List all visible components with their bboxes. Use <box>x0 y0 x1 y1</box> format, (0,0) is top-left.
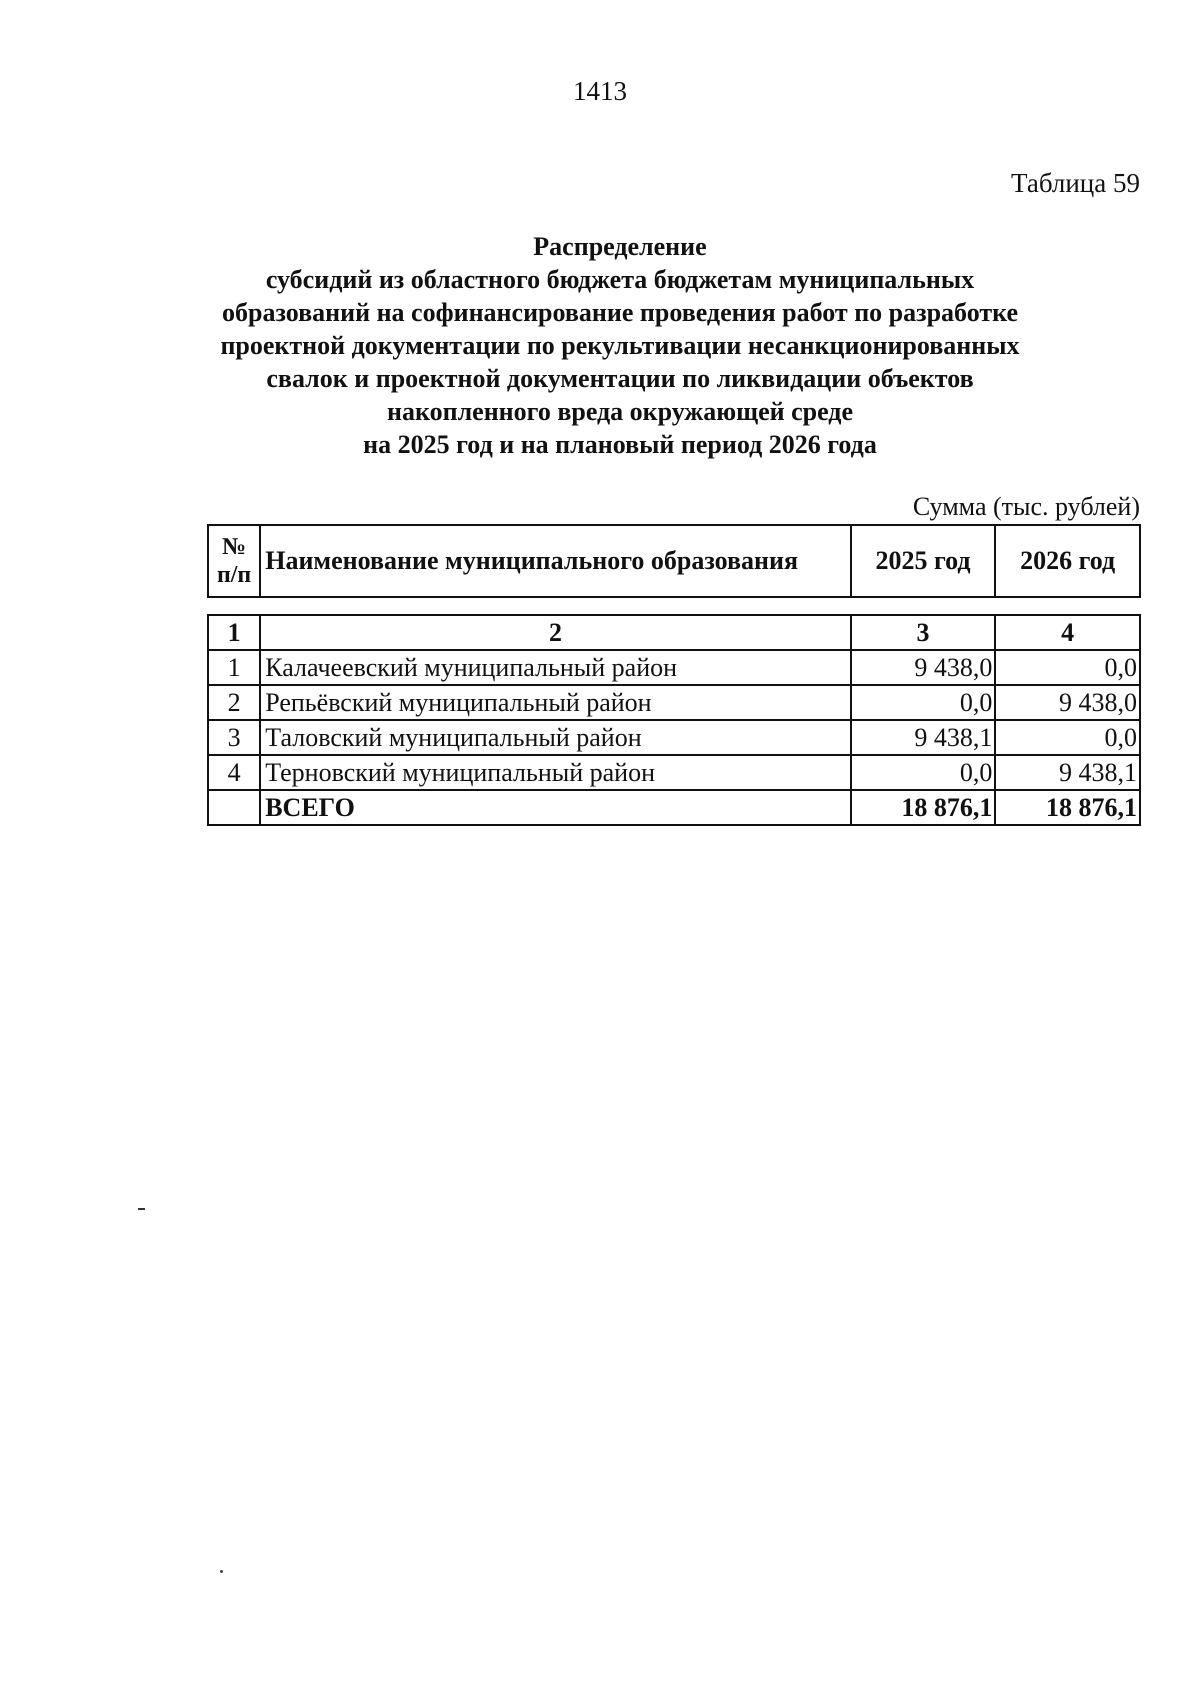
title-line: субсидий из областного бюджета бюджетам муниципальных <box>265 265 975 294</box>
row-value-2025: 9 438,0 <box>851 650 996 685</box>
header-2025: 2025 год <box>851 525 996 597</box>
column-index: 1 <box>208 615 260 650</box>
row-name: Таловский муниципальный район <box>260 720 851 755</box>
table-row <box>208 650 1140 685</box>
header-2026: 2026 год <box>995 525 1140 597</box>
row-value-2026: 9 438,0 <box>995 685 1140 720</box>
title-line: Распределение <box>533 232 707 261</box>
data-table <box>207 614 1141 826</box>
page-number: 1413 <box>573 76 627 106</box>
table-row <box>208 685 1140 720</box>
title-line: образований на софинансирование проведения работ по разработке <box>221 298 1019 327</box>
title-line: накопленного вреда окружающей среде <box>386 397 854 426</box>
row-number: 1 <box>208 650 260 685</box>
row-value-2026: 9 438,1 <box>995 755 1140 790</box>
column-index: 3 <box>851 615 996 650</box>
title-line: на 2025 год и на плановый период 2026 года <box>363 430 877 459</box>
header-number-abbrev: п/п <box>216 562 252 588</box>
row-value-2025: 0,0 <box>851 755 996 790</box>
total-number-empty <box>208 790 260 825</box>
row-number: 2 <box>208 685 260 720</box>
document-title <box>170 230 1070 461</box>
title-line: свалок и проектной документации по ликвидации объектов <box>266 364 974 393</box>
row-value-2026: 0,0 <box>995 720 1140 755</box>
total-label: ВСЕГО <box>260 790 851 825</box>
header-row <box>208 525 1140 597</box>
scan-mark <box>220 1570 223 1573</box>
scan-mark <box>138 1208 145 1210</box>
column-index: 2 <box>260 615 851 650</box>
total-value-2025: 18 876,1 <box>851 790 996 825</box>
total-value-2026: 18 876,1 <box>995 790 1140 825</box>
header-number <box>208 525 260 597</box>
row-name: Репьёвский муниципальный район <box>260 685 851 720</box>
total-row <box>208 790 1140 825</box>
row-value-2026: 0,0 <box>995 650 1140 685</box>
row-number: 3 <box>208 720 260 755</box>
row-number: 4 <box>208 755 260 790</box>
units-note: Сумма (тыс. рублей) <box>912 492 1140 521</box>
column-index: 4 <box>995 615 1140 650</box>
table-label: Таблица 59 <box>1011 168 1140 198</box>
column-index-row <box>208 615 1140 650</box>
row-name: Терновский муниципальный район <box>260 755 851 790</box>
header-name: Наименование муниципального образования <box>260 525 851 597</box>
row-value-2025: 9 438,1 <box>851 720 996 755</box>
table-row <box>208 755 1140 790</box>
row-name: Калачеевский муниципальный район <box>260 650 851 685</box>
row-value-2025: 0,0 <box>851 685 996 720</box>
table-row <box>208 720 1140 755</box>
header-number-symbol: № <box>222 534 247 560</box>
title-line: проектной документации по рекультивации несанкционированных <box>220 331 1020 360</box>
table-header <box>207 524 1141 598</box>
